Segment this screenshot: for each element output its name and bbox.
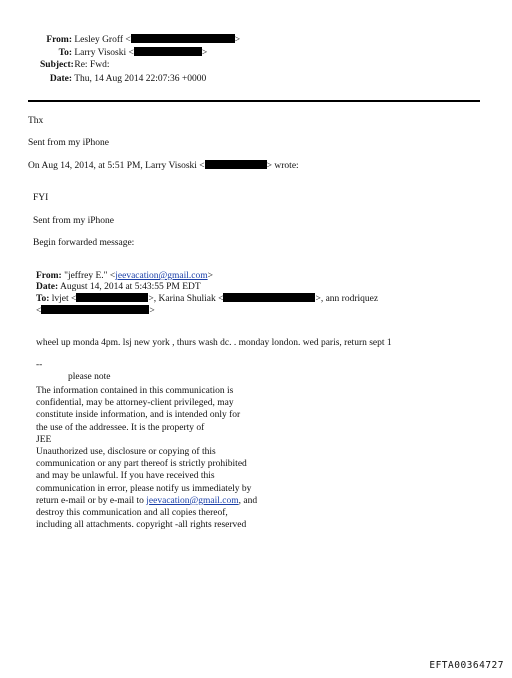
inner-date-label: Date:	[36, 282, 59, 292]
to-value: Larry Visoski <	[74, 48, 134, 58]
inner-from-label: From:	[36, 271, 62, 281]
inner-date	[36, 282, 201, 292]
disclaimer-line: destroy this communication and all copies thereof,	[36, 508, 228, 519]
disclaimer-line: and may be unlawful. If you have received this	[36, 471, 215, 482]
to-label: To:	[58, 48, 72, 58]
from-label: From:	[46, 35, 72, 45]
date-label: Date:	[49, 74, 72, 84]
please-note: please note	[68, 372, 111, 382]
disclaimer-line: the use of the addressee. It is the property of	[36, 422, 205, 433]
forward-fyi: FYI	[33, 193, 49, 203]
inner-from	[36, 271, 213, 281]
inner-from-name: "jeffrey E." <	[64, 271, 116, 281]
inner-to-label: To:	[36, 294, 50, 304]
disclaimer-line: confidential, may be attorney-client privileged, may	[36, 398, 234, 409]
header-from	[40, 34, 240, 45]
quote-line	[28, 160, 299, 171]
header-divider	[28, 100, 480, 102]
reply-signature: Sent from my iPhone	[28, 138, 110, 148]
inner-date-value: August 14, 2014 at 5:43:55 PM EDT	[60, 282, 201, 292]
header-subject	[40, 60, 109, 70]
redaction-bar	[131, 34, 235, 43]
inner-from-end: >	[207, 271, 213, 281]
reply-text: Thx	[28, 116, 44, 126]
from-value: Lesley Groff <	[74, 35, 131, 45]
inner-to-line2-start: <	[36, 306, 42, 316]
to-end: >	[201, 48, 208, 58]
disclaimer-line: communication in error, please notify us immediately by	[36, 483, 252, 494]
disclaimer-line: including all attachments. copyright -all rights reserved	[36, 520, 247, 531]
inner-to-end: >, ann rodriquez	[315, 294, 379, 304]
redaction-bar	[223, 293, 315, 302]
email-line-suffix: , and	[238, 495, 258, 506]
redaction-bar	[41, 305, 149, 314]
inner-to	[36, 293, 378, 304]
date-value: Thu, 14 Aug 2014 22:07:36 +0000	[74, 74, 207, 84]
document-id: EFTA00364727	[429, 660, 504, 671]
forward-begin: Begin forwarded message:	[33, 238, 135, 248]
disclaimer-line: The information contained in this communication is	[36, 386, 234, 396]
redaction-bar	[205, 160, 267, 169]
inner-to-prefix: lvjet <	[51, 294, 77, 304]
disclaimer-line: constitute inside information, and is intended only for	[36, 410, 241, 421]
inner-to-line2	[36, 305, 155, 316]
inner-to-mid: >, Karina Shuliak <	[148, 294, 224, 304]
forward-signature: Sent from my iPhone	[33, 216, 115, 226]
inner-to-line2-end: >	[149, 306, 155, 316]
message-body: wheel up monda 4pm. lsj new york , thurs wash dc. . monday london. wed paris, return sept 1	[36, 338, 392, 348]
subject-label: Subject:	[40, 60, 74, 70]
header-date	[40, 74, 206, 84]
quote-prefix: On Aug 14, 2014, at 5:51 PM, Larry Visoski <	[28, 161, 205, 171]
email-line-prefix: return e-mail or by e-mail to	[36, 495, 147, 506]
header-to	[40, 47, 207, 58]
redaction-bar	[76, 293, 148, 302]
disclaimer-line: Unauthorized use, disclosure or copying of this	[36, 447, 216, 458]
redaction-bar	[134, 47, 202, 56]
from-end: >	[234, 35, 241, 45]
quote-suffix: > wrote:	[266, 161, 299, 171]
disclaimer-block	[36, 385, 257, 531]
disclaimer-email-line	[36, 495, 257, 507]
inner-from-email-link[interactable]: jeevacation@gmail.com	[115, 271, 208, 281]
disclaimer-email-link[interactable]: jeevacation@gmail.com	[146, 495, 239, 506]
subject-value: Re: Fwd:	[74, 60, 110, 70]
disclaimer-line: JEE	[36, 434, 52, 445]
disclaimer-line: communication or any part thereof is strictly prohibited	[36, 459, 247, 470]
signature-dashes: --	[36, 360, 43, 370]
